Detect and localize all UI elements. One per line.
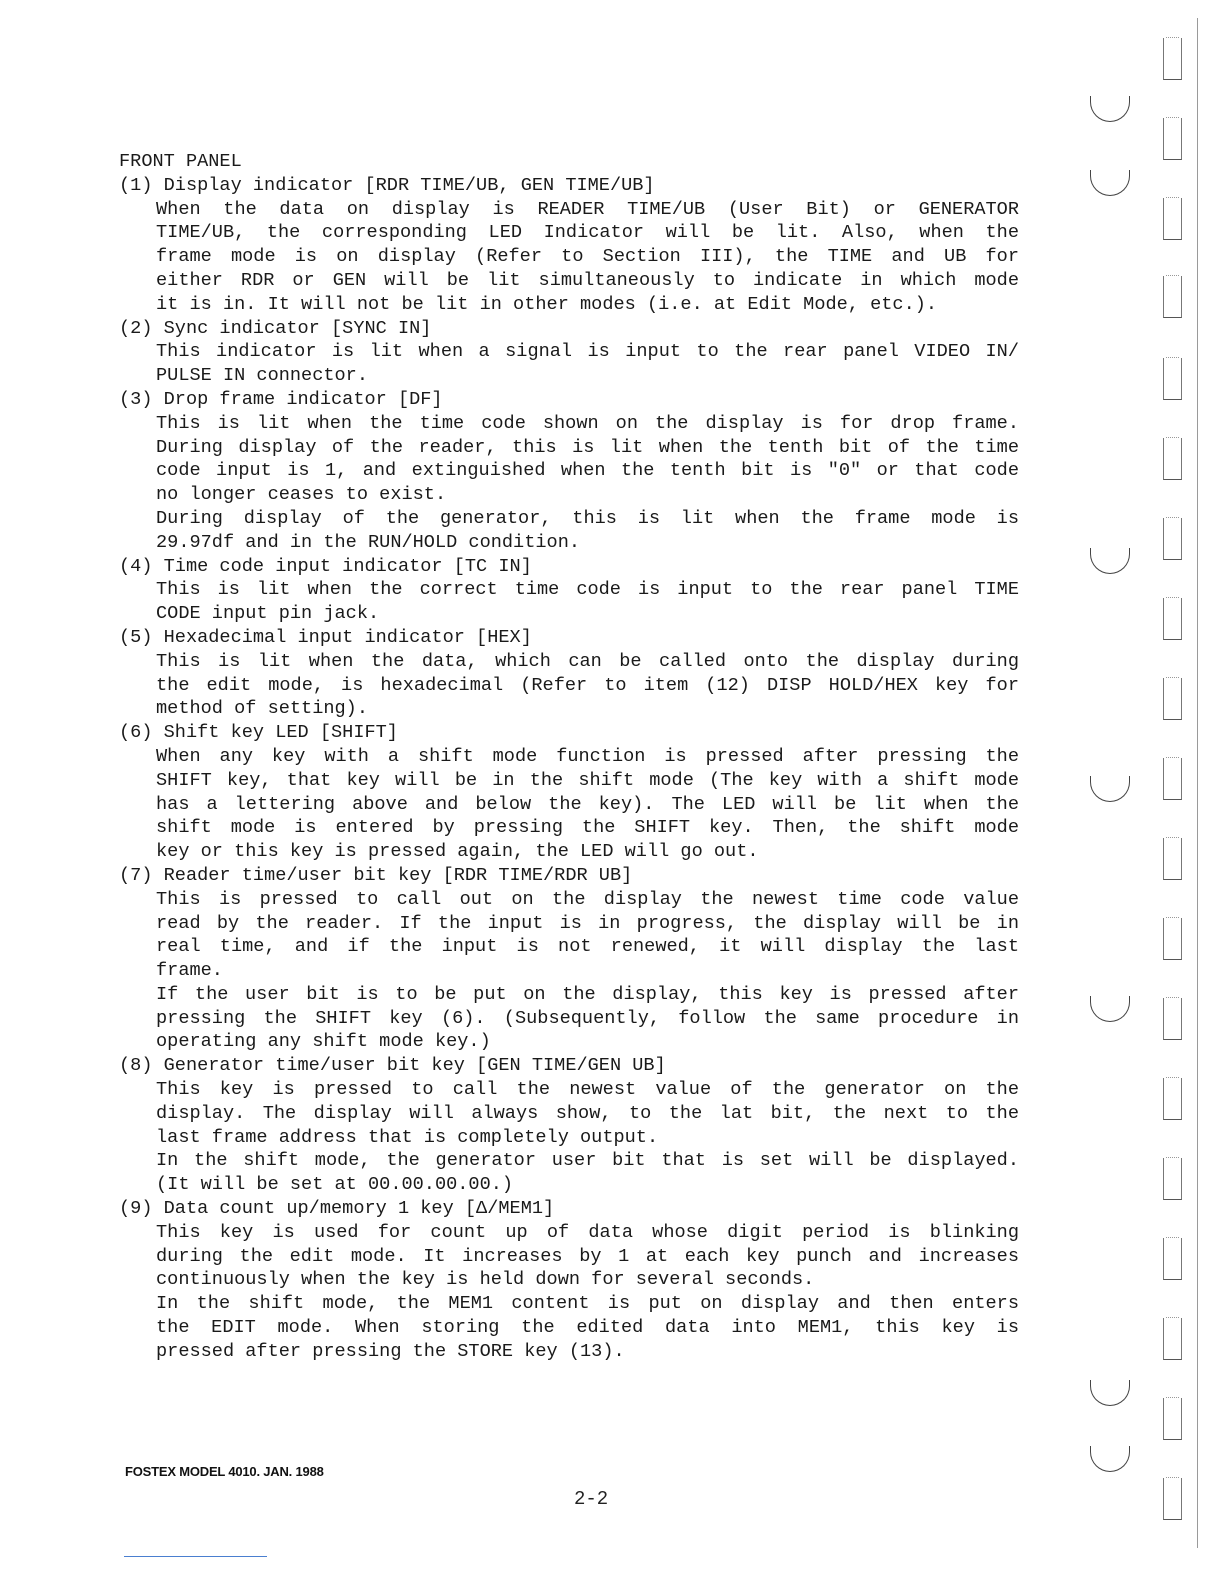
text-line: method of setting).	[156, 698, 369, 720]
text-line: This is lit when the correct time code is input to the rear panel TIME	[156, 579, 1019, 601]
item-title: (6) Shift key LED [SHIFT]	[119, 722, 398, 744]
punch-hole-mark	[1090, 170, 1130, 196]
punch-hole-mark	[1090, 548, 1130, 574]
item-block	[119, 555, 1019, 626]
binder-tab-mark	[1163, 598, 1182, 640]
text-line: the EDIT mode. When storing the edited data into MEM1, this key is	[156, 1317, 1019, 1339]
binder-tab-mark	[1163, 838, 1182, 880]
text-line: In the shift mode, the MEM1 content is put on display and then enters	[156, 1293, 1019, 1315]
text-line: no longer ceases to exist.	[156, 484, 447, 506]
text-line: (It will be set at 00.00.00.00.)	[156, 1174, 514, 1196]
item-block	[119, 721, 1019, 864]
item-title: (7) Reader time/user bit key [RDR TIME/RDR UB]	[119, 864, 633, 886]
item-paragraph	[156, 650, 1019, 721]
text-line: real time, and if the input is not renewed, it will display the last	[156, 936, 1019, 958]
item-block	[119, 864, 1019, 1054]
binder-tab-mark	[1163, 1398, 1182, 1440]
binder-tab-mark	[1163, 1078, 1182, 1120]
binder-edge-line	[1197, 18, 1198, 1548]
binder-tab-mark	[1163, 438, 1182, 480]
punch-hole-mark	[1090, 1380, 1130, 1406]
text-line: During display of the generator, this is lit when the frame mode is	[156, 507, 1019, 529]
binder-tab-mark	[1163, 118, 1182, 160]
item-title: (8) Generator time/user bit key [GEN TIME/GEN UB]	[119, 1055, 666, 1077]
text-line: In the shift mode, the generator user bit that is set will be displayed.	[156, 1150, 1019, 1172]
document-body	[119, 150, 1019, 1364]
binder-tab-mark	[1163, 358, 1182, 400]
item-paragraph	[156, 578, 1019, 626]
item-paragraph	[156, 340, 1019, 388]
text-line: frame.	[156, 960, 223, 982]
item-title: (3) Drop frame indicator [DF]	[119, 388, 443, 410]
text-line: This is lit when the data, which can be called onto the display during	[156, 650, 1019, 672]
item-paragraph	[156, 198, 1019, 317]
text-line: display. The display will always show, to the lat bit, the next to the	[156, 1102, 1019, 1124]
text-line: read by the reader. If the input is in progress, the display will be in	[156, 912, 1019, 934]
page-number: 2-2	[574, 1488, 609, 1510]
item-paragraph	[156, 745, 1019, 864]
binder-tab-mark	[1163, 198, 1182, 240]
text-line: frame mode is on display (Refer to Section III), the TIME and UB for	[156, 246, 1019, 268]
text-line: pressing the SHIFT key (6). (Subsequently, follow the same procedure in	[156, 1007, 1019, 1029]
binder-tab-mark	[1163, 518, 1182, 560]
item-title: (4) Time code input indicator [TC IN]	[119, 555, 532, 577]
item-paragraph	[156, 983, 1019, 1054]
item-paragraph	[156, 412, 1019, 507]
items-list	[119, 174, 1019, 1364]
binder-tab-mark	[1163, 758, 1182, 800]
item-paragraph	[156, 1292, 1019, 1363]
text-line: the edit mode, is hexadecimal (Refer to item (12) DISP HOLD/HEX key for	[156, 674, 1019, 696]
item-paragraph	[156, 1221, 1019, 1292]
binder-tab-mark	[1163, 1478, 1182, 1520]
footer-model: FOSTEX MODEL 4010. JAN. 1988	[125, 1464, 324, 1479]
binder-tab-mark	[1163, 1158, 1182, 1200]
text-line: 29.97df and in the RUN/HOLD condition.	[156, 531, 581, 553]
text-line: it is in. It will not be lit in other modes (i.e. at Edit Mode, etc.).	[156, 293, 938, 315]
item-paragraph	[156, 1078, 1019, 1149]
text-line: during the edit mode. It increases by 1 at each key punch and increases	[156, 1245, 1019, 1267]
binder-tab-mark	[1163, 998, 1182, 1040]
text-line: last frame address that is completely output.	[156, 1126, 659, 1148]
item-block	[119, 1197, 1019, 1364]
text-line: TIME/UB, the corresponding LED Indicator will be lit. Also, when the	[156, 222, 1019, 244]
text-line: This key is used for count up of data whose digit period is blinking	[156, 1221, 1019, 1243]
binder-tab-mark	[1163, 918, 1182, 960]
binder-tab-mark	[1163, 38, 1182, 80]
binder-tab-mark	[1163, 1318, 1182, 1360]
text-line: When any key with a shift mode function is pressed after pressing the	[156, 745, 1019, 767]
text-line: operating any shift mode key.)	[156, 1031, 491, 1053]
binder-tab-mark	[1163, 1238, 1182, 1280]
binder-tab-mark	[1163, 678, 1182, 720]
item-block	[119, 317, 1019, 388]
text-line: either RDR or GEN will be lit simultaneously to indicate in which mode	[156, 269, 1019, 291]
item-block	[119, 174, 1019, 317]
text-line: key or this key is pressed again, the LED will go out.	[156, 841, 759, 863]
item-title: (9) Data count up/memory 1 key [Δ/MEM1]	[119, 1198, 555, 1220]
text-line: This key is pressed to call the newest value of the generator on the	[156, 1079, 1019, 1101]
text-line: continuously when the key is held down for several seconds.	[156, 1269, 815, 1291]
text-line: When the data on display is READER TIME/UB (User Bit) or GENERATOR	[156, 198, 1019, 220]
item-title: (5) Hexadecimal input indicator [HEX]	[119, 626, 532, 648]
item-title: (1) Display indicator [RDR TIME/UB, GEN TIME/UB]	[119, 174, 655, 196]
punch-hole-mark	[1090, 96, 1130, 122]
text-line: CODE input pin jack.	[156, 603, 380, 625]
text-line: PULSE IN connector.	[156, 365, 369, 387]
punch-hole-mark	[1090, 996, 1130, 1022]
binder-tab-mark	[1163, 276, 1182, 318]
text-line: has a lettering above and below the key). The LED will be lit when the	[156, 793, 1019, 815]
text-line: This is lit when the time code shown on the display is for drop frame.	[156, 412, 1019, 434]
item-paragraph	[156, 888, 1019, 983]
text-line: shift mode is entered by pressing the SHIFT key. Then, the shift mode	[156, 817, 1019, 839]
punch-hole-mark	[1090, 776, 1130, 802]
text-line: This indicator is lit when a signal is input to the rear panel VIDEO IN/	[156, 341, 1019, 363]
text-line: code input is 1, and extinguished when the tenth bit is "0" or that code	[156, 460, 1019, 482]
item-title: (2) Sync indicator [SYNC IN]	[119, 317, 432, 339]
item-block	[119, 626, 1019, 721]
item-paragraph	[156, 507, 1019, 555]
text-line: If the user bit is to be put on the display, this key is pressed after	[156, 983, 1019, 1005]
item-block	[119, 1054, 1019, 1197]
text-line: During display of the reader, this is lit when the tenth bit of the time	[156, 436, 1019, 458]
item-block	[119, 388, 1019, 555]
text-line: This is pressed to call out on the display the newest time code value	[156, 888, 1019, 910]
text-line: pressed after pressing the STORE key (13).	[156, 1340, 625, 1362]
text-line: SHIFT key, that key will be in the shift mode (The key with a shift mode	[156, 769, 1019, 791]
section-title: FRONT PANEL	[119, 151, 242, 172]
item-paragraph	[156, 1149, 1019, 1197]
bottom-rule	[124, 1556, 267, 1557]
punch-hole-mark	[1090, 1446, 1130, 1472]
